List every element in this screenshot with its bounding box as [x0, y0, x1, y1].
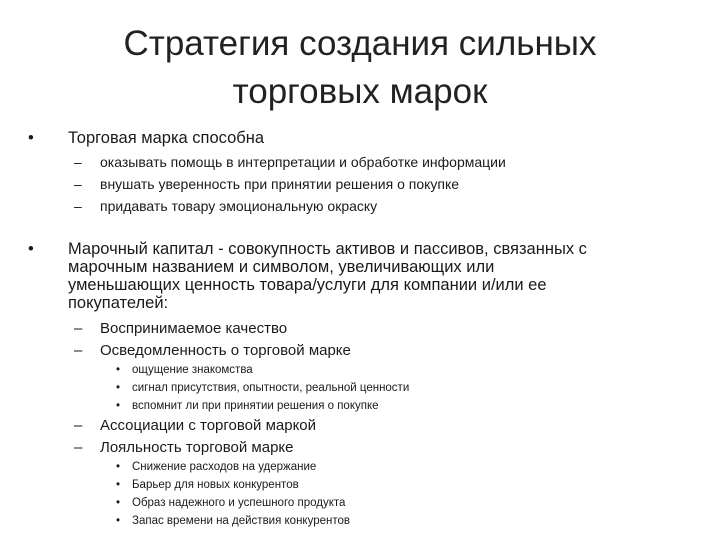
sub-sub-item [116, 398, 672, 414]
sub-sub-item-text: вспомнит ли при принятии решения о покупке [132, 400, 379, 412]
sub-sub-item [116, 513, 672, 529]
sub-item [74, 342, 670, 360]
title-line-1: Стратегия создания сильных [123, 24, 597, 63]
title-line-2: торговых марок [232, 72, 488, 111]
bullet-icon: • [116, 497, 121, 509]
bullet-icon: • [28, 129, 34, 147]
sub-item-text: Воспринимаемое качество [100, 320, 288, 337]
dash-icon: – [74, 417, 83, 434]
bullet-icon: • [116, 364, 121, 376]
sub-item [74, 417, 670, 435]
dash-icon: – [74, 154, 82, 170]
sub-sub-item-text: Снижение расходов на удержание [132, 461, 317, 473]
sub-item-text: внушать уверенность при принятии решения о покупке [100, 176, 460, 192]
bullet-icon: • [116, 479, 121, 491]
bullet-icon: • [116, 382, 121, 394]
sub-sub-item-text: сигнал присутствия, опытности, реальной ценности [132, 382, 410, 394]
bullet-text-line: покупателей: [68, 294, 169, 312]
dash-icon: – [74, 198, 82, 214]
bullet-text-line: уменьшающих ценность товара/услуги для компании и/или ее [68, 276, 547, 294]
sub-sub-item [116, 459, 672, 475]
bullet-icon: • [28, 240, 34, 258]
bullet-text: Торговая марка способна [68, 129, 265, 147]
bullet-point-brand-ability [28, 129, 668, 147]
sub-sub-item-text: Образ надежного и успешного продукта [132, 497, 346, 509]
sub-sub-item [116, 380, 672, 396]
dash-icon: – [74, 342, 83, 359]
sub-sub-item-text: ощущение знакомства [132, 364, 253, 376]
bullet-icon: • [116, 400, 121, 412]
sub-sub-item [116, 362, 672, 378]
sub-item [74, 153, 670, 171]
sub-item [74, 439, 670, 457]
sub-item-text: Ассоциации с торговой маркой [100, 417, 317, 434]
sub-sub-item [116, 477, 672, 493]
sub-item-text: Лояльность торговой марке [100, 439, 294, 456]
sub-item-text: оказывать помощь в интерпретации и обработке информации [100, 154, 506, 170]
sub-sub-item-text: Барьер для новых конкурентов [132, 479, 299, 491]
bullet-icon: • [116, 515, 121, 527]
bullet-text-line: марочным названием и символом, увеличивающих или [68, 258, 495, 276]
dash-icon: – [74, 176, 82, 192]
slide-title [60, 20, 660, 116]
bullet-icon: • [116, 461, 121, 473]
bullet-point-brand-equity [28, 240, 668, 312]
sub-sub-item [116, 495, 672, 511]
sub-item [74, 197, 670, 215]
dash-icon: – [74, 320, 83, 337]
bullet-text-line: Марочный капитал - совокупность активов и пассивов, связанных с [68, 240, 587, 258]
sub-item-text: придавать товару эмоциональную окраску [100, 198, 378, 214]
sub-item [74, 320, 670, 338]
sub-sub-item-text: Запас времени на действия конкурентов [132, 515, 351, 527]
sub-item-text: Осведомленность о торговой марке [100, 342, 351, 359]
dash-icon: – [74, 439, 83, 456]
sub-item [74, 175, 670, 193]
